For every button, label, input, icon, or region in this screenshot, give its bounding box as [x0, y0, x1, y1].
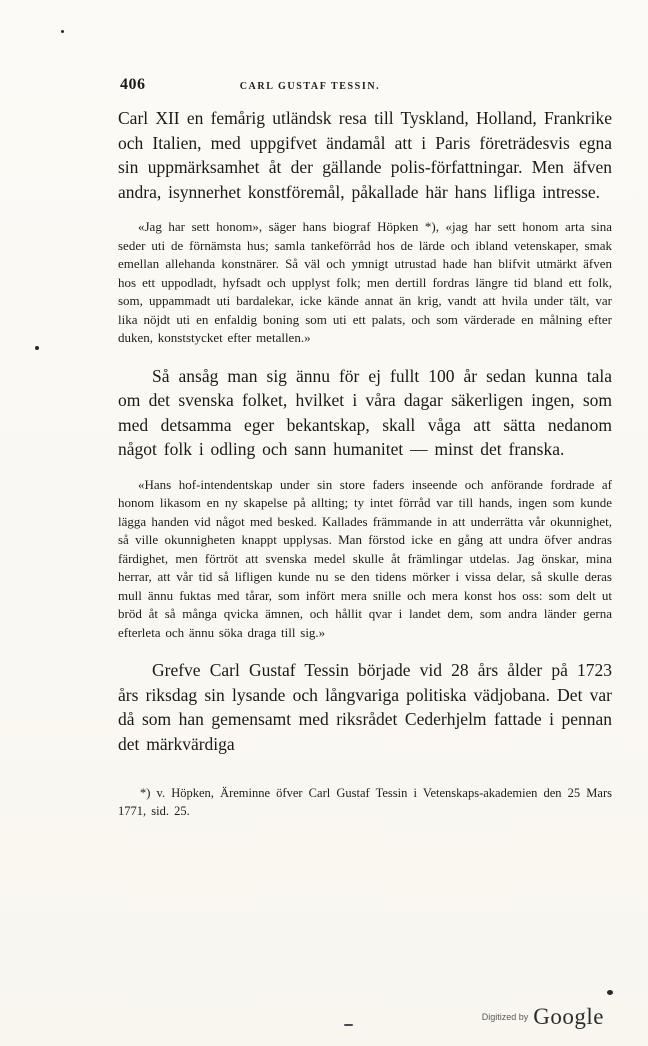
ink-speck — [61, 30, 64, 33]
running-header-title: CARL GUSTAF TESSIN. — [239, 81, 381, 92]
paragraph-main-2: Så ansåg man sig ännu för ej fullt 100 år sedan kunna tala om det svenska folket, hvilket i våra dagar säkerligen ingen, som med detsamma eger bekantskap, skall våga att sätta nedanom något folk i odling och sann humanitet — minst det franska. — [118, 365, 612, 459]
digitized-by-label: Digitized by — [481, 1012, 529, 1022]
footnote: *) v. Höpken, Äreminne öfver Carl Gustaf Tessin i Vetenskaps-akademien den 25 Mars 1771, sid. 25. — [118, 786, 612, 818]
running-header — [120, 76, 610, 96]
paragraph-main-1: Carl XII en femårig utländsk resa till Tyskland, Holland, Frankrike och Italien, med uppgifvet ändamål att i Paris företrädesvis egna sin uppmärksamhet åt der gällande polis-författningar. Men äfven andra, isynnerhet konstföremål, påkallade här hans lifliga intresse. — [118, 108, 612, 202]
ink-speck — [35, 346, 39, 350]
quote-hopken-1: «Jag har sett honom», säger hans biograf Höpken *), «jag har sett honom arta sina seder uti de förnämsta hus; samla tankeförråd hos de lärde och ibland vetenskaper, smak emellan allehanda konstnärer. Så väl och ymnigt utrustad hade han blifvit utmärkt äfven hos ett uppodladt, hyfsadt och upplyst folk; men dertill fordras längre tid bland ett folk, som, uppammadt uti bardalekar, icke kände annat än krig, vandt att hvila under tält, var lika nöjdt uti en enfaldig boning som uti ett palats, och som värderade en målning efter duken, konststycket efter metallen.» — [118, 219, 612, 345]
page-body — [118, 106, 612, 820]
digitized-by-google — [482, 1004, 604, 1030]
google-logo: Google — [533, 1004, 604, 1029]
page-number: 406 — [120, 76, 146, 93]
ink-speck — [607, 990, 613, 995]
ink-speck — [344, 1024, 353, 1026]
quote-hopken-2: «Hans hof-intendentskap under sin store faders inseende och anförande fordrade af honom likasom en ny skapelse på allting; ty intet förråd var till hands, ingen som kunde lägga handen vid något med besked. Kallades främmande in att underrätta vår okunnighet, så ville okunnigheten knappt upplysas. Man förstod icke en gång att undra öfver andras färdighet, men förtröt att svenska medel skulle åt främlingar utdelas. Jag önskar, mina herrar, att vår tid så lifligen kunde nu se den tidens mörker i vissa delar, så skulle deras mull ännu fuktas med tårar, som infört mera snille och mera konst hos oss: som delt ut bröd åt så många qvicka ämnen, och hållit qvar i landet dem, som andra länder gerna efterleta och ännu söka draga till sig.» — [118, 476, 612, 640]
paragraph-main-3: Grefve Carl Gustaf Tessin började vid 28 års ålder på 1723 års riksdag sin lysande och långvariga politiska vädjobana. Det var då som han gemensamt med riksrådet Cederhjelm fattade i pennan det märkvärdiga — [118, 660, 612, 754]
